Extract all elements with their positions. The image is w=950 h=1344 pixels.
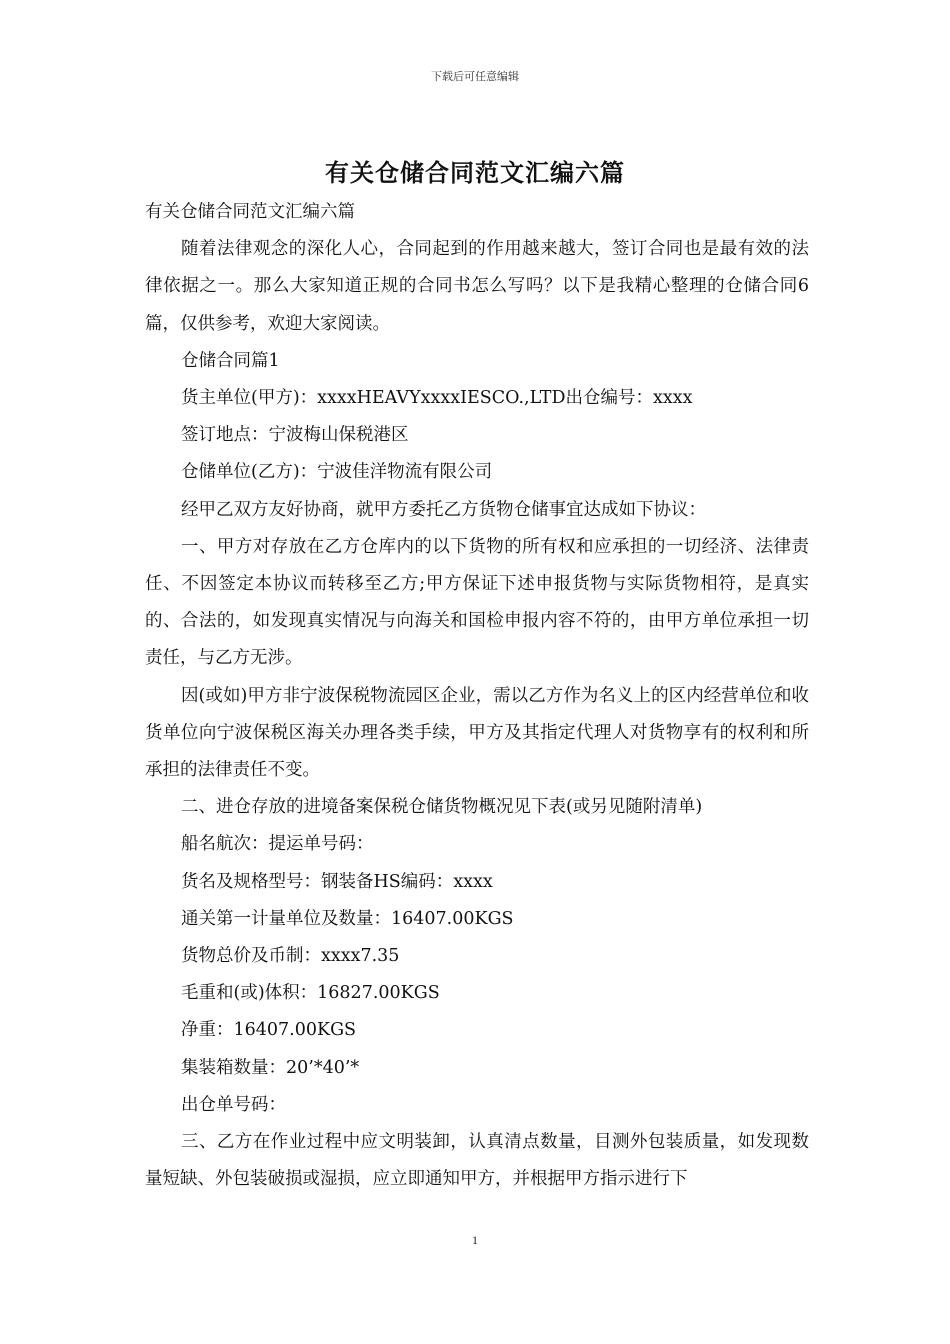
paragraph-outbound-number: 出仓单号码：: [181, 1094, 286, 1115]
paragraph-storage-unit: 仓储单位(乙方)：宁波佳洋物流有限公司: [181, 462, 493, 483]
document-title: 有关仓储合同范文汇编六篇: [325, 159, 625, 187]
paragraph-customs-quantity: 通关第一计量单位及数量：16407.00KGS: [181, 908, 514, 929]
paragraph-clause-2: 二、进仓存放的进境备案保税仓储货物概况见下表(或另见随附清单): [181, 797, 703, 818]
paragraph-clause-3: 三、乙方在作业过程中应文明装卸，认真清点数量，目测外包装质量，如发现数量短缺、外包装破损或湿损，应立即通知甲方，并根据甲方指示进行下: [145, 1132, 809, 1190]
document-subtitle: 有关仓储合同范文汇编六篇: [145, 202, 355, 222]
paragraph-intro: 随着法律观念的深化人心，合同起到的作用越来越大，签订合同也是最有效的法律依据之一。那么大家知道正规的合同书怎么写吗？以下是我精心整理的仓储合同6篇，仅供参考，欢迎大家阅读。: [145, 239, 809, 334]
paragraph-contract-heading: 仓储合同篇1: [181, 350, 280, 371]
page-number: 1: [472, 1233, 478, 1247]
header-note: 下载后可任意编辑: [431, 70, 519, 83]
paragraph-total-price: 货物总价及币制：xxxx7.35: [181, 946, 400, 967]
paragraph-vessel-voyage: 船名航次：提运单号码：: [181, 834, 374, 855]
paragraph-goods-name: 货名及规格型号：钢装备HS编码：xxxx: [181, 871, 493, 892]
paragraph-gross-weight: 毛重和(或)体积：16827.00KGS: [181, 983, 440, 1004]
paragraph-clause-1: 一、甲方对存放在乙方仓库内的以下货物的所有权和应承担的一切经济、法律责任、不因签定本协议而转移至乙方;甲方保证下述申报货物与实际货物相符，是真实的、合法的，如发现真实情况与向海关和国检申报内容不符的，由甲方单位承担一切责任，与乙方无涉。: [145, 536, 809, 669]
paragraph-net-weight: 净重：16407.00KGS: [181, 1020, 357, 1041]
document-body: [145, 194, 809, 1198]
paragraph-signing-place: 签订地点：宁波梅山保税港区: [181, 425, 409, 446]
paragraph-owner-unit: 货主单位(甲方)：xxxxHEAVYxxxxIESCO.,LTD出仓编号：xxxx: [181, 388, 693, 409]
paragraph-agreement-intro: 经甲乙双方友好协商，就甲方委托乙方货物仓储事宜达成如下协议：: [181, 499, 706, 520]
paragraph-clause-1-supplement: 因(或如)甲方非宁波保税物流园区企业，需以乙方作为名义上的区内经营单位和收货单位向宁波保税区海关办理各类手续，甲方及其指定代理人对货物享有的权利和所承担的法律责任不变。: [145, 685, 809, 781]
paragraph-container-count: 集装箱数量：20’*40’*: [181, 1057, 360, 1078]
